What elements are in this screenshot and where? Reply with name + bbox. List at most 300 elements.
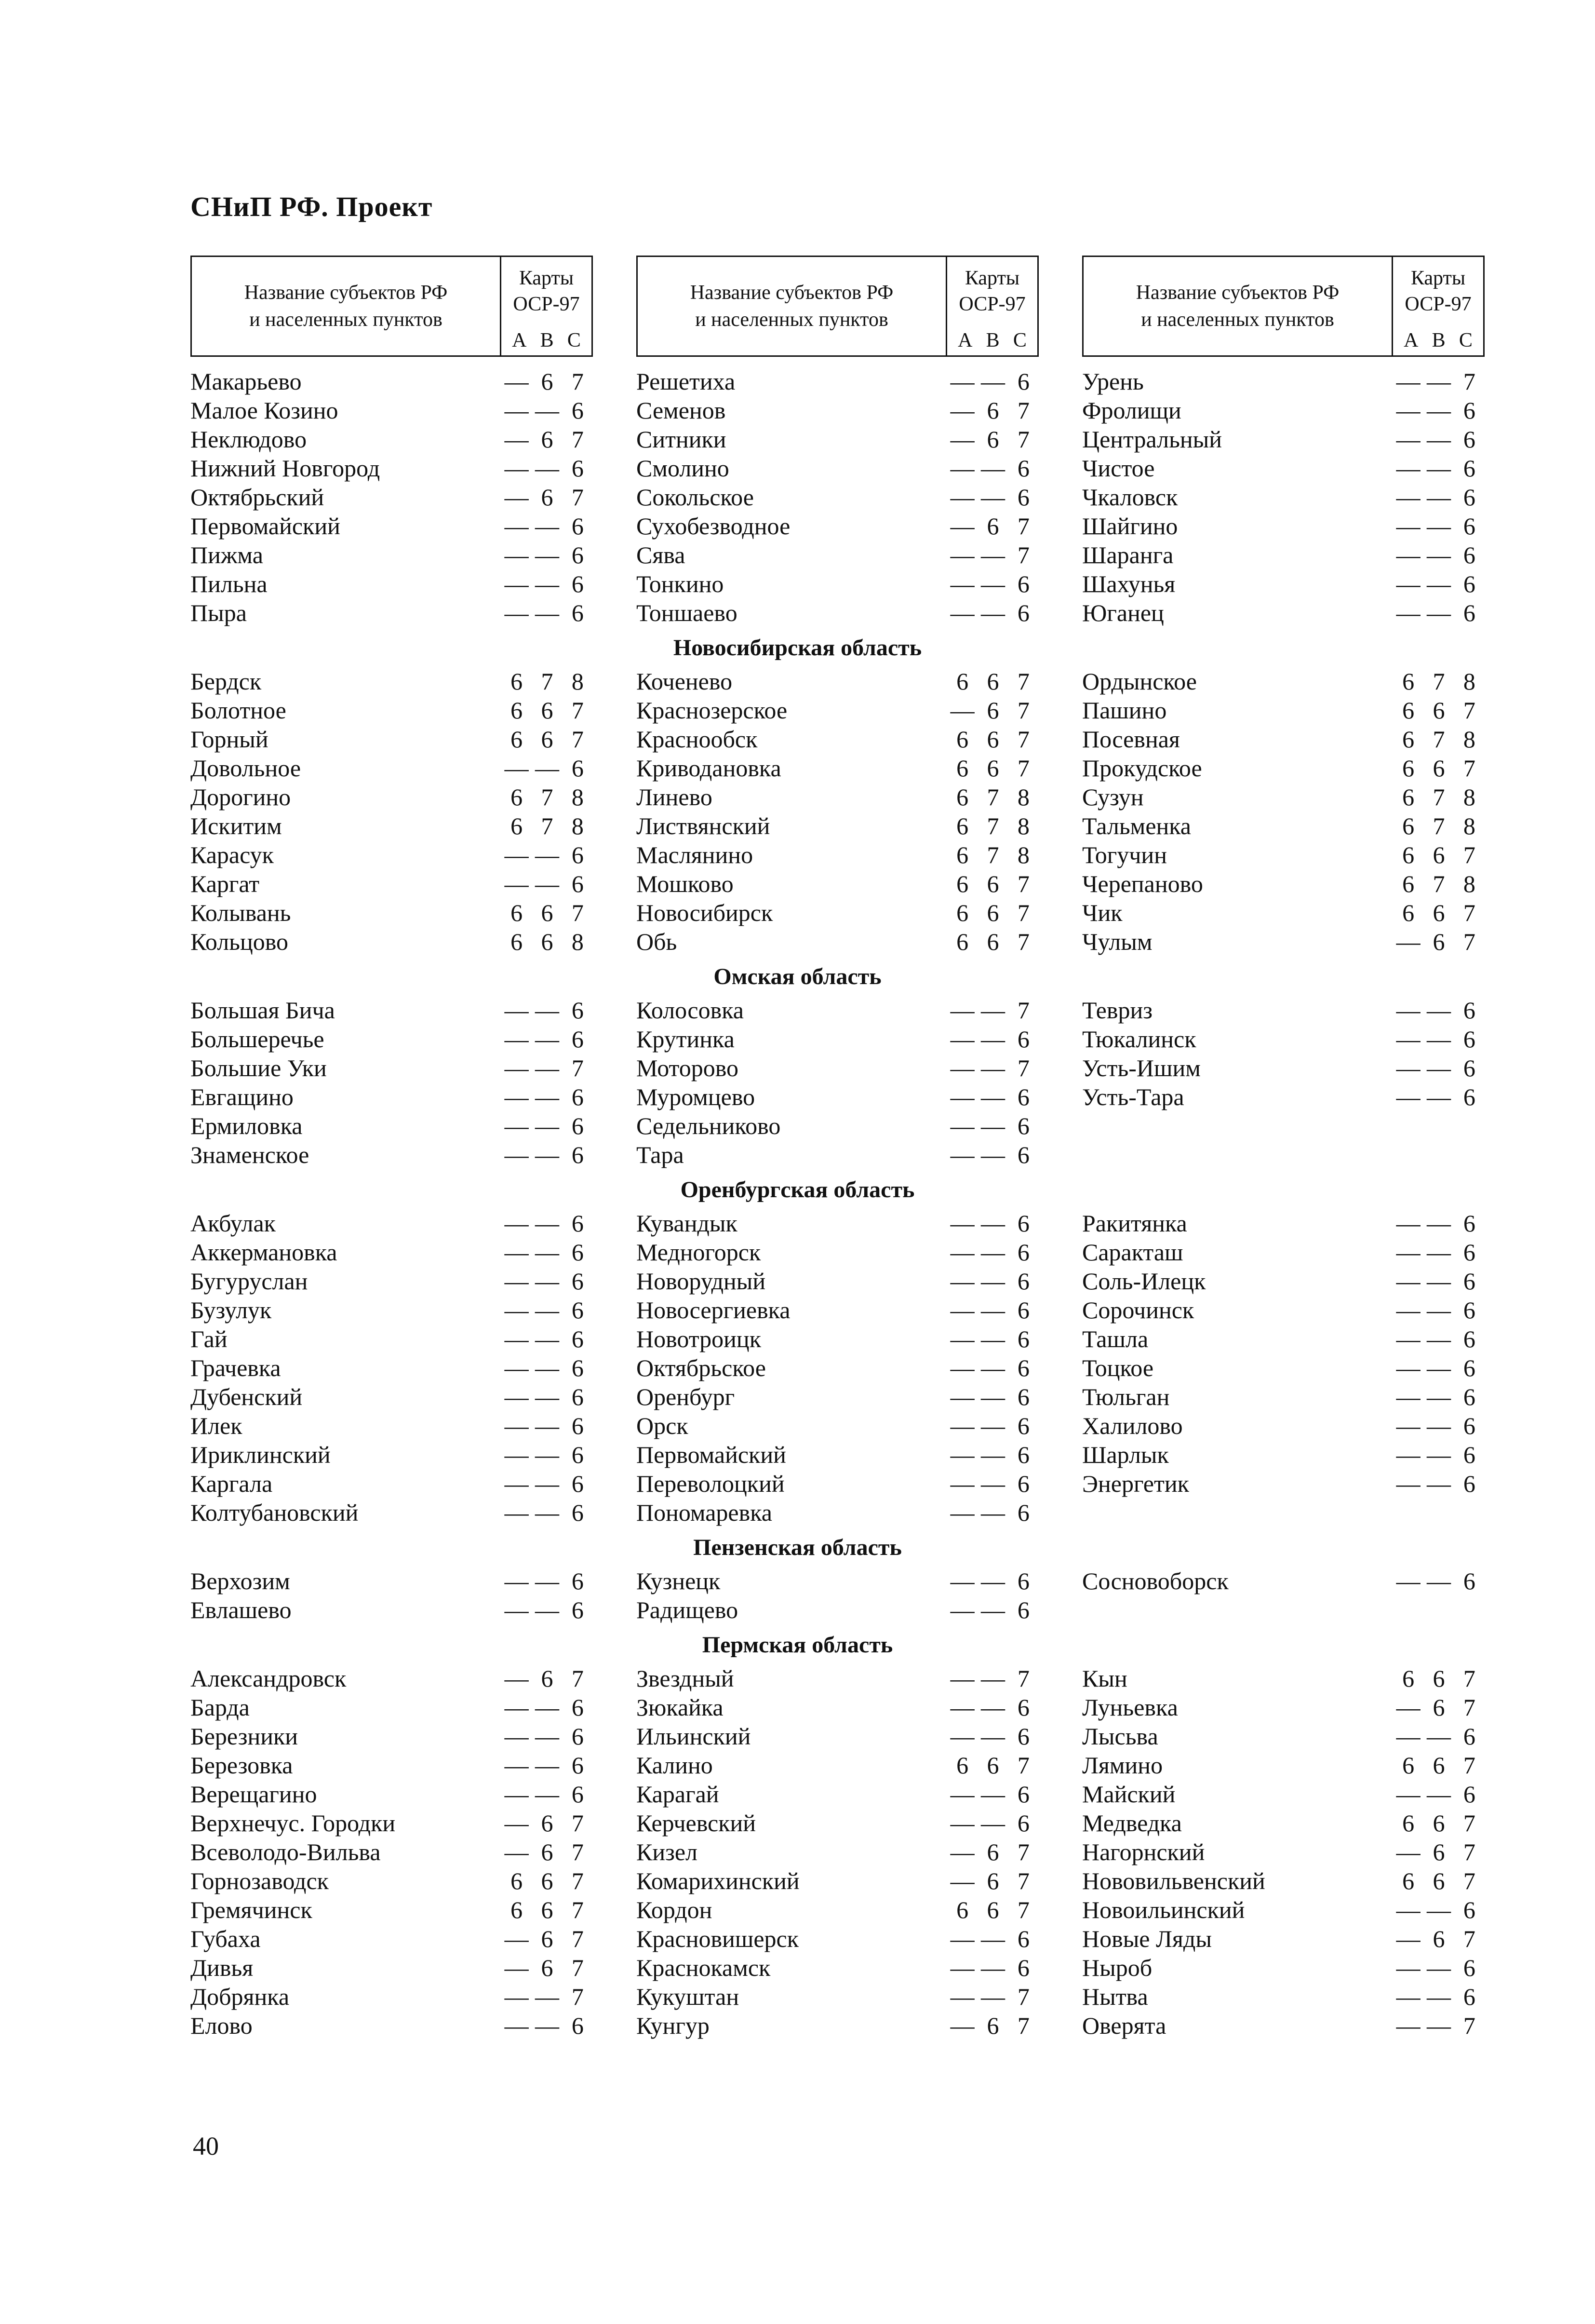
map-value-a: — (950, 1412, 975, 1439)
settlement-name: Юганец (1082, 599, 1164, 626)
table-column (636, 1567, 1039, 1624)
settlement-name: Новоильинский (1082, 1896, 1245, 1923)
map-value-b: 7 (987, 784, 999, 811)
settlement-name: Сосновоборск (1082, 1567, 1229, 1594)
map-value-a: — (950, 1112, 975, 1139)
map-values (501, 1567, 593, 1595)
map-value-b: 6 (987, 899, 999, 926)
map-value-b: 6 (987, 397, 999, 424)
header-letter-c: С (1013, 329, 1027, 351)
map-values (1393, 1664, 1485, 1693)
settlement-name: Криводановка (636, 755, 781, 782)
map-values (501, 869, 593, 898)
map-value-a: — (950, 1297, 975, 1324)
map-value-b: 6 (987, 1752, 999, 1779)
table-row (1082, 754, 1485, 783)
table-row (1082, 696, 1485, 725)
table-row (190, 1866, 593, 1895)
region-title: Новосибирская область (673, 635, 922, 661)
map-value-b: — (980, 570, 1005, 597)
map-value-b: 6 (987, 2012, 999, 2039)
map-value-c: 8 (571, 668, 584, 695)
map-value-c: 6 (571, 1752, 584, 1779)
map-value-a: — (1396, 426, 1421, 453)
map-value-a: — (504, 541, 529, 568)
settlement-name: Сокольское (636, 484, 754, 511)
table-row (190, 725, 593, 754)
map-value-b: 6 (541, 1838, 553, 1865)
settlement-name: Фролищи (1082, 397, 1181, 424)
map-value-a: — (1396, 513, 1421, 540)
map-value-a: — (504, 397, 529, 424)
table-row (636, 1982, 1039, 2011)
map-values (947, 1209, 1039, 1238)
table-row (636, 783, 1039, 811)
settlement-name: Пашино (1082, 697, 1167, 724)
map-value-c: 6 (1017, 368, 1030, 395)
map-values (947, 1866, 1039, 1895)
map-value-b: — (1426, 513, 1451, 540)
map-value-c: 7 (1017, 1867, 1030, 1894)
map-values (1393, 1025, 1485, 1054)
map-value-c: 6 (571, 1412, 584, 1439)
map-value-a: — (950, 1470, 975, 1497)
map-values (1393, 1382, 1485, 1411)
map-values (1393, 1238, 1485, 1267)
map-values (501, 569, 593, 598)
map-value-a: 6 (956, 1896, 969, 1923)
table-column (1082, 1664, 1485, 2040)
settlement-name: Макарьево (190, 368, 302, 395)
map-value-b: — (1426, 1470, 1451, 1497)
settlement-name: Колосовка (636, 997, 744, 1024)
region-title: Пермская область (702, 1632, 893, 1658)
map-value-a: — (950, 426, 975, 453)
table-row (1082, 1296, 1485, 1324)
table-row (1082, 1693, 1485, 1722)
map-values (1393, 783, 1485, 811)
header-name-cell (638, 257, 946, 355)
table-column (190, 367, 593, 627)
settlement-name: Ириклинский (190, 1441, 331, 1468)
map-value-a: — (1396, 1210, 1421, 1237)
map-value-b: — (535, 1141, 559, 1168)
map-value-a: 6 (956, 928, 969, 955)
map-value-a: — (504, 484, 529, 511)
table-row (1082, 840, 1485, 869)
map-value-a: — (950, 1383, 975, 1410)
settlement-name: Усть-Ишим (1082, 1054, 1201, 1081)
map-value-b: — (980, 1596, 1005, 1623)
table-row (190, 1838, 593, 1866)
map-value-c: 6 (1017, 1567, 1030, 1594)
map-value-b: — (1426, 997, 1451, 1024)
map-value-b: — (1426, 1412, 1451, 1439)
map-values (501, 425, 593, 454)
map-value-b: 6 (987, 1896, 999, 1923)
map-value-a: — (504, 1441, 529, 1468)
map-values (947, 1751, 1039, 1780)
table-row (1082, 1722, 1485, 1751)
settlement-name: Переволоцкий (636, 1470, 785, 1497)
map-value-c: 8 (1017, 784, 1030, 811)
table-row (1082, 811, 1485, 840)
map-value-a: — (504, 2012, 529, 2039)
map-value-a: — (504, 1325, 529, 1352)
map-value-c: 6 (1017, 1694, 1030, 1721)
map-values (1393, 396, 1485, 425)
table-row (1082, 454, 1485, 483)
map-value-b: 6 (987, 513, 999, 540)
map-values (501, 1267, 593, 1296)
map-value-b: — (980, 1141, 1005, 1168)
map-value-c: 7 (1463, 1838, 1475, 1865)
map-value-b: 6 (541, 1954, 553, 1981)
map-value-a: — (950, 1954, 975, 1981)
map-values (947, 1664, 1039, 1693)
map-value-a: — (950, 1239, 975, 1266)
map-value-c: 6 (571, 1141, 584, 1168)
map-value-c: 8 (571, 812, 584, 839)
table-row (190, 898, 593, 927)
header-letter-a: А (512, 329, 527, 351)
map-value-c: 7 (571, 697, 584, 724)
map-value-a: — (504, 841, 529, 868)
map-value-c: 6 (571, 1112, 584, 1139)
table-row (190, 483, 593, 512)
map-values (1393, 725, 1485, 754)
settlement-name: Краснокамск (636, 1954, 771, 1981)
map-value-b: — (535, 397, 559, 424)
header-letter-c: С (1459, 329, 1473, 351)
table-row (1082, 1082, 1485, 1111)
map-values (1393, 754, 1485, 783)
settlement-name: Пономаревка (636, 1499, 772, 1526)
map-value-c: 6 (571, 1470, 584, 1497)
settlement-name: Обь (636, 928, 677, 955)
map-values (1393, 1924, 1485, 1953)
settlement-name: Шайгино (1082, 513, 1178, 540)
header-letter-b: В (1432, 329, 1446, 351)
map-value-a: 6 (1402, 1752, 1415, 1779)
map-value-c: 8 (1017, 841, 1030, 868)
map-value-c: 6 (1017, 1441, 1030, 1468)
map-value-b: 6 (541, 697, 553, 724)
table-row (190, 1809, 593, 1838)
settlement-name: Кизел (636, 1838, 698, 1865)
map-value-c: 6 (571, 997, 584, 1024)
table-row (636, 1469, 1039, 1498)
map-value-c: 6 (1463, 1954, 1475, 1981)
map-values (1393, 1267, 1485, 1296)
table-row (1082, 1324, 1485, 1353)
map-values (947, 454, 1039, 483)
map-value-b: 6 (541, 484, 553, 511)
map-value-c: 6 (571, 1723, 584, 1750)
settlement-name: Тогучин (1082, 841, 1167, 868)
map-values (501, 1895, 593, 1924)
settlement-name: Акбулак (190, 1210, 276, 1237)
settlement-name: Кын (1082, 1665, 1127, 1692)
table-column (190, 1567, 593, 1624)
settlement-name: Оверята (1082, 2012, 1166, 2039)
table-row (1082, 1411, 1485, 1440)
map-value-b: — (1426, 1954, 1451, 1981)
settlement-name: Новорудный (636, 1268, 766, 1295)
map-values (1393, 1440, 1485, 1469)
settlement-name: Октябрьское (636, 1354, 766, 1381)
table-row (1082, 1209, 1485, 1238)
table-row (636, 1780, 1039, 1809)
map-value-b: — (535, 1239, 559, 1266)
table-row (1082, 1469, 1485, 1498)
table-column (1082, 1209, 1485, 1527)
settlement-name: Красновишерск (636, 1925, 799, 1952)
settlement-name: Гремячинск (190, 1896, 312, 1923)
map-values (1393, 425, 1485, 454)
map-value-c: 6 (571, 1499, 584, 1526)
map-value-b: — (980, 1083, 1005, 1110)
map-value-b: 6 (987, 928, 999, 955)
settlement-name: Седельниково (636, 1112, 781, 1139)
map-values (947, 569, 1039, 598)
map-value-a: 6 (510, 812, 523, 839)
map-value-c: 7 (571, 1054, 584, 1081)
map-values (947, 1025, 1039, 1054)
map-value-c: 6 (571, 513, 584, 540)
table-row (1082, 1664, 1485, 1693)
settlement-name: Крутинка (636, 1026, 735, 1053)
map-value-c: 6 (571, 541, 584, 568)
settlement-name: Горный (190, 726, 268, 753)
map-value-c: 6 (1463, 426, 1475, 453)
map-value-c: 8 (1463, 726, 1475, 753)
map-values (501, 1693, 593, 1722)
map-value-a: — (504, 368, 529, 395)
map-value-b: — (535, 1470, 559, 1497)
settlement-name: Оренбург (636, 1383, 735, 1410)
settlement-name: Ильинский (636, 1723, 751, 1750)
table-column (190, 1664, 593, 2040)
table-row (636, 1722, 1039, 1751)
map-value-b: 6 (541, 1896, 553, 1923)
table-row (1082, 1780, 1485, 1809)
map-value-b: 6 (1433, 928, 1445, 955)
settlement-name: Краснозерское (636, 697, 788, 724)
table-column (1082, 667, 1485, 956)
map-value-b: — (535, 2012, 559, 2039)
settlement-name: Дорогино (190, 784, 291, 811)
map-value-b: — (980, 1325, 1005, 1352)
map-value-c: 6 (1463, 1210, 1475, 1237)
table-row (190, 1324, 593, 1353)
map-value-b: 6 (987, 726, 999, 753)
map-value-b: 6 (541, 368, 553, 395)
map-value-a: — (504, 1383, 529, 1410)
settlement-name: Тоцкое (1082, 1354, 1154, 1381)
map-value-b: 6 (987, 755, 999, 782)
table-row (636, 483, 1039, 512)
map-value-a: — (504, 1354, 529, 1381)
map-value-b: — (535, 1026, 559, 1053)
map-value-a: — (950, 1925, 975, 1952)
map-values (1393, 898, 1485, 927)
settlement-name: Коченево (636, 668, 733, 695)
map-values (947, 425, 1039, 454)
settlement-name: Неклюдово (190, 426, 307, 453)
map-value-a: — (1396, 1354, 1421, 1381)
map-value-b: — (1426, 1297, 1451, 1324)
map-value-b: 6 (1433, 697, 1445, 724)
map-value-c: 7 (1463, 841, 1475, 868)
map-value-a: — (504, 997, 529, 1024)
map-value-a: — (950, 1441, 975, 1468)
map-value-a: — (1396, 1838, 1421, 1865)
settlement-name: Муромцево (636, 1083, 755, 1110)
map-value-c: 7 (571, 1896, 584, 1923)
table-row (636, 1025, 1039, 1054)
settlement-name: Листвянский (636, 812, 770, 839)
map-value-b: — (535, 1752, 559, 1779)
map-values (1393, 869, 1485, 898)
map-value-b: — (535, 1297, 559, 1324)
table-row (1082, 783, 1485, 811)
map-values (1393, 1567, 1485, 1595)
settlement-name: Майский (1082, 1781, 1176, 1808)
table-row (190, 1111, 593, 1140)
map-value-b: 6 (541, 899, 553, 926)
map-value-c: 6 (1017, 1412, 1030, 1439)
table-row (636, 1082, 1039, 1111)
settlement-name: Краснообск (636, 726, 758, 753)
map-value-b: — (535, 1567, 559, 1594)
table-row (636, 1595, 1039, 1624)
map-values (1393, 1054, 1485, 1082)
map-values (947, 725, 1039, 754)
map-value-a: — (1396, 1441, 1421, 1468)
map-values (947, 667, 1039, 696)
map-values (947, 1693, 1039, 1722)
table-column (636, 667, 1039, 956)
table-row (190, 927, 593, 956)
map-value-a: — (504, 1925, 529, 1952)
map-value-b: 7 (541, 812, 553, 839)
map-value-b: — (535, 1412, 559, 1439)
map-value-c: 7 (571, 1665, 584, 1692)
map-value-c: 6 (1463, 1054, 1475, 1081)
settlement-name: Нижний Новгород (190, 455, 380, 482)
settlement-name: Искитим (190, 812, 282, 839)
table-row (190, 1382, 593, 1411)
map-value-a: — (1396, 1239, 1421, 1266)
table-row (190, 1693, 593, 1722)
map-values (947, 1411, 1039, 1440)
map-value-a: 6 (510, 668, 523, 695)
map-values (501, 840, 593, 869)
settlement-name: Керчевский (636, 1810, 756, 1837)
map-value-b: — (1426, 397, 1451, 424)
map-value-a: — (504, 1239, 529, 1266)
settlement-name: Черепаново (1082, 870, 1203, 897)
map-value-c: 6 (1017, 1325, 1030, 1352)
table-row (190, 1238, 593, 1267)
map-value-b: 6 (987, 870, 999, 897)
settlement-name: Знаменское (190, 1141, 309, 1168)
table-row (636, 927, 1039, 956)
map-value-a: — (1396, 1781, 1421, 1808)
map-values (501, 667, 593, 696)
map-value-a: — (504, 1470, 529, 1497)
map-values (501, 1209, 593, 1238)
header-maps-cell (946, 257, 1037, 355)
map-value-a: — (504, 426, 529, 453)
map-value-a: — (950, 1141, 975, 1168)
map-value-c: 7 (1463, 755, 1475, 782)
settlement-name: Колтубановский (190, 1499, 359, 1526)
map-value-b: — (1426, 1054, 1451, 1081)
table-column (636, 367, 1039, 627)
map-value-c: 7 (1017, 513, 1030, 540)
map-value-b: — (980, 1723, 1005, 1750)
map-value-b: — (980, 599, 1005, 626)
map-values (501, 454, 593, 483)
map-value-b: — (1426, 2012, 1451, 2039)
settlement-name: Каргат (190, 870, 260, 897)
map-value-c: 7 (1017, 726, 1030, 753)
map-values (1393, 512, 1485, 540)
settlement-name: Евгащино (190, 1083, 294, 1110)
map-values (1393, 1722, 1485, 1751)
region-table (0, 359, 1595, 2040)
map-value-a: — (1396, 599, 1421, 626)
map-values (1393, 1953, 1485, 1982)
map-value-c: 6 (1017, 1112, 1030, 1139)
map-value-c: 6 (571, 1325, 584, 1352)
header-letter-a: А (1404, 329, 1419, 351)
map-values (1393, 1469, 1485, 1498)
map-value-a: — (950, 455, 975, 482)
settlement-name: Новые Ляды (1082, 1925, 1212, 1952)
settlement-name: Довольное (190, 755, 301, 782)
map-value-b: — (535, 1210, 559, 1237)
map-value-a: — (1396, 1694, 1421, 1721)
settlement-name: Болотное (190, 697, 286, 724)
map-value-c: 7 (1463, 1665, 1475, 1692)
header-name-line1: Название субъектов РФ (1136, 282, 1340, 304)
table-row (190, 1296, 593, 1324)
table-row (190, 540, 593, 569)
map-values (501, 1866, 593, 1895)
map-value-b: — (980, 1441, 1005, 1468)
table-row (190, 811, 593, 840)
table-row (1082, 540, 1485, 569)
table-row (636, 1382, 1039, 1411)
map-value-b: — (980, 1239, 1005, 1266)
map-values (1393, 1895, 1485, 1924)
map-value-c: 7 (1017, 397, 1030, 424)
map-value-c: 6 (571, 1239, 584, 1266)
settlement-name: Большеречье (190, 1026, 324, 1053)
map-value-a: — (950, 368, 975, 395)
map-values (1393, 1353, 1485, 1382)
settlement-name: Березники (190, 1723, 298, 1750)
settlement-name: Карагай (636, 1781, 719, 1808)
map-value-c: 6 (1463, 513, 1475, 540)
map-value-c: 6 (1463, 1781, 1475, 1808)
settlement-name: Кувандык (636, 1210, 737, 1237)
map-value-a: — (504, 1723, 529, 1750)
map-values (1393, 1809, 1485, 1838)
